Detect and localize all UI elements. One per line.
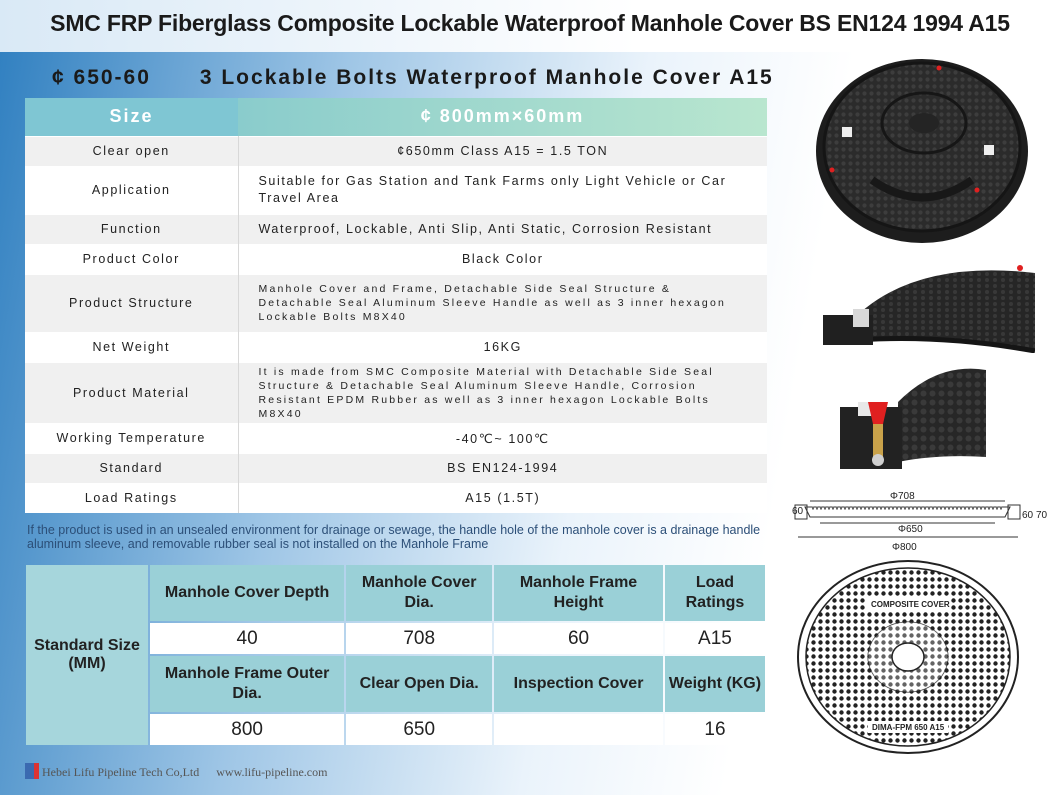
table-row xyxy=(25,453,767,483)
table-row xyxy=(25,214,767,244)
dims-header: Manhole Frame Outer Dia. xyxy=(150,656,344,712)
spec-key: Product Color xyxy=(25,244,238,274)
table-row xyxy=(25,274,767,332)
dims-header: Inspection Cover xyxy=(494,656,663,712)
table-row xyxy=(25,362,767,423)
spec-value: -40℃~ 100℃ xyxy=(238,423,767,453)
spec-value: ¢650mm Class A15 = 1.5 TON xyxy=(238,136,767,166)
spec-key: Application xyxy=(25,166,238,214)
table-row xyxy=(25,423,767,453)
spec-value: Suitable for Gas Station and Tank Farms only Light Vehicle or Car Travel Area xyxy=(238,166,767,214)
usage-note: If the product is used in an unsealed environment for drainage or sewage, the handle hole of the manhole cover is a drainage handle aluminum sleeve, and removable rubber seal is not installed on the Manhole Frame xyxy=(27,523,761,551)
spec-value: A15 (1.5T) xyxy=(238,483,767,513)
spec-key: Clear open xyxy=(25,136,238,166)
footer xyxy=(25,763,327,780)
dims-header: Manhole Cover Dia. xyxy=(346,565,492,621)
table-row xyxy=(25,166,767,214)
dim-60-left-label: 60 xyxy=(792,506,804,517)
spec-key: Product Structure xyxy=(25,274,238,332)
lock-bolt-detail-photo xyxy=(838,362,988,472)
table-row xyxy=(26,565,765,621)
page-title: SMC FRP Fiberglass Composite Lockable Waterproof Manhole Cover BS EN124 1994 A15 xyxy=(50,10,1010,36)
dim-708-label: Φ708 xyxy=(890,491,915,502)
table-row xyxy=(25,332,767,362)
dims-value: A15 xyxy=(665,623,765,654)
spec-header-key: Size xyxy=(25,98,238,136)
dim-650-label: Φ650 xyxy=(898,524,923,535)
product-subtitle-text: 3 Lockable Bolts Waterproof Manhole Cover A15 xyxy=(199,66,774,89)
manhole-cover-photo xyxy=(812,55,1030,245)
seal-detail-photo xyxy=(815,253,1035,353)
standard-size-table xyxy=(24,563,767,747)
spec-key: Load Ratings xyxy=(25,483,238,513)
company-logo-icon xyxy=(25,763,39,779)
table-row xyxy=(25,483,767,513)
dim-800-label: Φ800 xyxy=(892,542,917,552)
spec-table xyxy=(25,98,767,513)
spec-value: Manhole Cover and Frame, Detachable Side Seal Structure & Detachable Seal Aluminum Sleeve Handle as well as 3 inner hexagon Lockable Bolts M8X40 xyxy=(238,274,767,332)
website-link[interactable]: www.lifu-pipeline.com xyxy=(216,765,328,779)
dim-70-label: 70 xyxy=(1036,510,1048,521)
spec-header-row xyxy=(25,98,767,136)
spec-key: Working Temperature xyxy=(25,423,238,453)
dims-value xyxy=(494,714,663,745)
dims-header: Manhole Frame Height xyxy=(494,565,663,621)
spec-value: 16KG xyxy=(238,332,767,362)
spec-key: Product Material xyxy=(25,362,238,423)
dims-value: 800 xyxy=(150,714,344,745)
cover-text-top: COMPOSITE COVER xyxy=(871,600,950,609)
spec-value: BS EN124-1994 xyxy=(238,453,767,483)
dims-value: 40 xyxy=(150,623,344,654)
dims-header: Load Ratings xyxy=(665,565,765,621)
dims-header: Manhole Cover Depth xyxy=(150,565,344,621)
spec-key: Standard xyxy=(25,453,238,483)
dims-header: Weight (KG) xyxy=(665,656,765,712)
cross-section-drawing xyxy=(790,487,1052,552)
spec-value: Waterproof, Lockable, Anti Slip, Anti Static, Corrosion Resistant xyxy=(238,214,767,244)
dims-value: 16 xyxy=(665,714,765,745)
product-subtitle xyxy=(52,66,772,90)
dims-value: 650 xyxy=(346,714,492,745)
table-row xyxy=(25,136,767,166)
top-view-drawing xyxy=(796,555,1024,755)
dims-value: 708 xyxy=(346,623,492,654)
spec-value: Black Color xyxy=(238,244,767,274)
company-name: Hebei Lifu Pipeline Tech Co,Ltd xyxy=(42,765,200,779)
table-row xyxy=(25,244,767,274)
standard-size-label: Standard Size (MM) xyxy=(26,565,148,745)
product-code: ¢ 650-60 xyxy=(52,66,151,89)
dim-60-right-label: 60 xyxy=(1022,510,1034,521)
dims-value: 60 xyxy=(494,623,663,654)
spec-key: Net Weight xyxy=(25,332,238,362)
cover-text-bottom: DIMA-FPM 650 A15 xyxy=(872,723,945,732)
spec-value: It is made from SMC Composite Material with Detachable Side Seal Structure & Detachable Seal Aluminum Sleeve Handle, Corrosion Resistant EPDM Rubber as well as 3 inner hexagon Lockable Bolts M8X40 xyxy=(238,362,767,423)
dims-header: Clear Open Dia. xyxy=(346,656,492,712)
spec-header-value: ¢ 800mm×60mm xyxy=(238,98,767,136)
spec-key: Function xyxy=(25,214,238,244)
